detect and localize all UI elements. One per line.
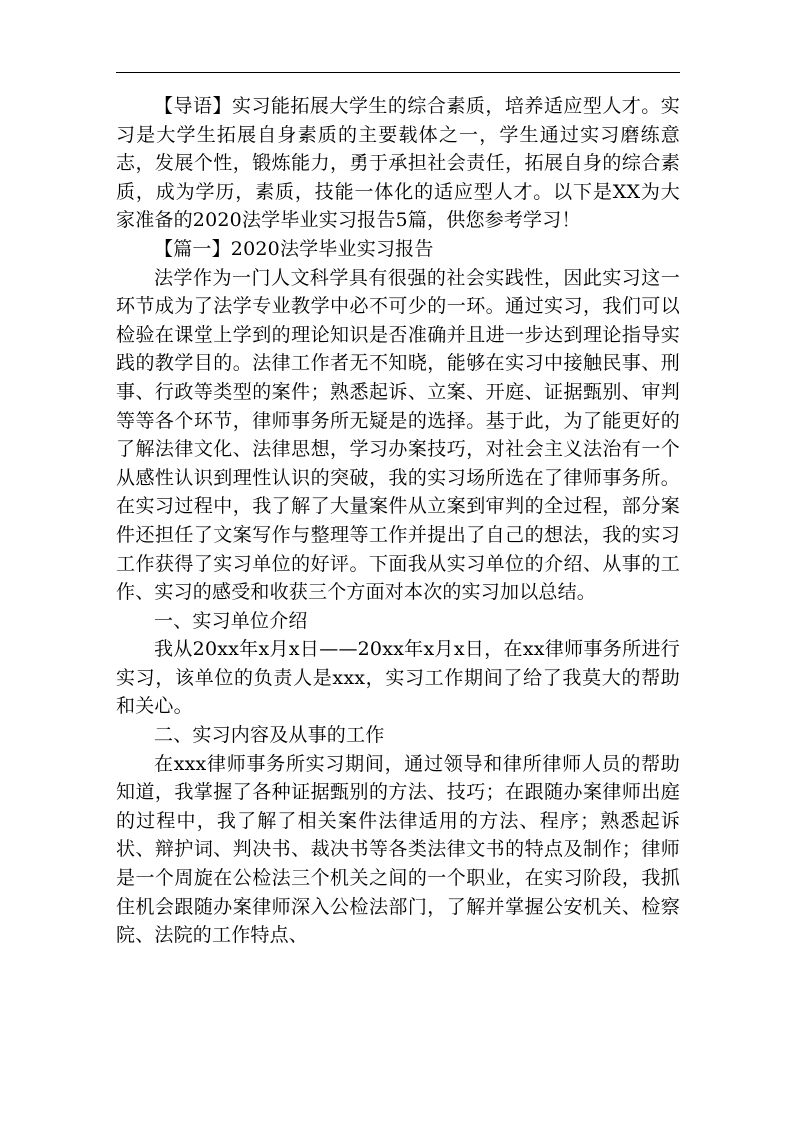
header-rule xyxy=(116,72,680,73)
body-paragraph: 在xxx律师事务所实习期间，通过领导和律所律师人员的帮助知道，我掌握了各种证据甄别的方法、技巧；在跟随办案律师出庭的过程中，我了解了相关案件法律适用的方法、程序；熟悉起诉状、辩护词、判决书、裁决书等各类法律文书的特点及制作；律师是一个周旋在公检法三个机关之间的一个职业，在实习阶段，我抓住机会跟随办案律师深入公检法部门，了解并掌握公安机关、检察院、法院的工作特点、 xyxy=(116,752,680,947)
intro-paragraph: 【导语】实习能拓展大学生的综合素质，培养适应型人才。实习是大学生拓展自身素质的主要载体之一，学生通过实习磨练意志，发展个性，锻炼能力，勇于承担社会责任，拓展自身的综合素质，成为学历，素质，技能一体化的适应型人才。以下是XX为大家准备的2020法学毕业实习报告5篇，供您参考学习！ xyxy=(116,95,680,232)
section-heading-unit-intro: 一、实习单位介绍 xyxy=(154,609,308,632)
document-body xyxy=(116,92,680,950)
section-heading-part-one: 【篇一】2020法学毕业实习报告 xyxy=(154,237,434,260)
section-heading-work-content: 二、实习内容及从事的工作 xyxy=(154,724,385,747)
body-paragraph: 法学作为一门人文科学具有很强的社会实践性，因此实习这一环节成为了法学专业教学中必不可少的一环。通过实习，我们可以检验在课堂上学到的理论知识是否准确并且进一步达到理论指导实践的教学目的。法律工作者无不知晓，能够在实习中接触民事、刑事、行政等类型的案件；熟悉起诉、立案、开庭、证据甄别、审判等等各个环节，律师事务所无疑是的选择。基于此，为了能更好的了解法律文化、法律思想，学习办案技巧，对社会主义法治有一个从感性认识到理性认识的突破，我的实习场所选在了律师事务所。在实习过程中，我了解了大量案件从立案到审判的全过程，部分案件还担任了文案写作与整理等工作并提出了自己的想法，我的实习工作获得了实习单位的好评。下面我从实习单位的介绍、从事的工作、实习的感受和收获三个方面对本次的实习加以总结。 xyxy=(116,266,680,604)
body-paragraph: 我从20xx年x月x日——20xx年x月x日，在xx律师事务所进行实习，该单位的负责人是xxx，实习工作期间了给了我莫大的帮助和关心。 xyxy=(116,638,680,718)
